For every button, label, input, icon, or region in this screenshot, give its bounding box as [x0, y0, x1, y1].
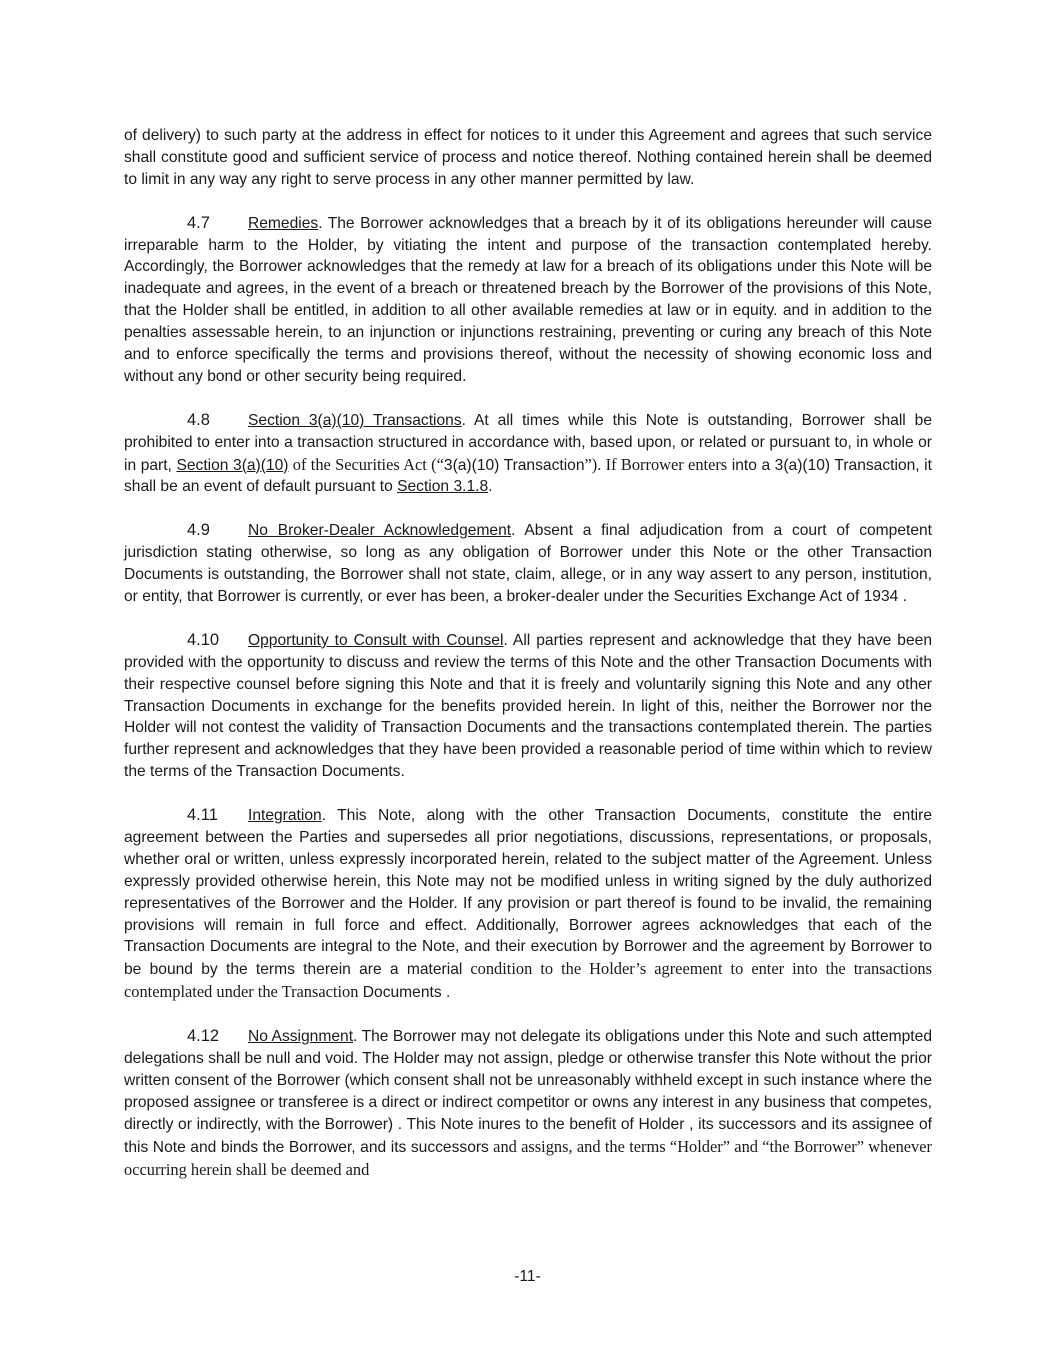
section-body-serif: of the Securities Act (“: [288, 454, 444, 474]
section-number: 4.10: [187, 630, 220, 649]
section-heading-consult-counsel: Opportunity to Consult with Counsel: [248, 631, 504, 649]
section-body: Documents .: [358, 984, 451, 1002]
paragraph-intro-text: of delivery) to such party at the address in effect for notices to it under this Agreement and agrees that such service shall constitute good and sufficient service of process and notice thereof. Nothing contained herein shall be deemed to limit in any way any right to serve process in any other manner permitted by law.: [124, 127, 932, 188]
section-body-serif: and assigns, and the terms “Holder” and “the Borrower” whenever occurring herein shall be deemed and: [124, 1136, 932, 1179]
paragraph-intro: [124, 125, 932, 191]
section-4-7: [124, 213, 932, 388]
section-4-12: [124, 1026, 932, 1181]
section-4-9: [124, 520, 932, 608]
section-4-11: [124, 805, 932, 1004]
section-4-10: [124, 630, 932, 783]
section-body: . The Borrower may not delegate its obligations under this Note and such attempted delegations shall be null and void. The Holder may not assign, pledge or otherwise transfer this Note without the prior written consent of the Borrower (which consent shall not be unreasonably withheld except in such instance where the proposed assignee or transferee is a direct or indirect competitor or owns any interest in any business that competes, directly or indirectly, with the Borrower) . This Note inures to the benefit of Holder , its successors and its assignee of this Note and binds the Borrower, and its successors: [124, 1028, 932, 1156]
section-number: 4.11: [187, 806, 218, 825]
section-heading-3a10-transactions: Section 3(a)(10) Transactions: [248, 411, 462, 429]
section-body: . Absent a final adjudication from a court of competent jurisdiction stating otherwise, so long as any obligation of Borrower under this Note or the other Transaction Documents is outstanding, the Borrower shall not state, claim, allege, or in any way assert to any person, institution, or entity, that Borrower is currently, or ever has been, a broker-dealer under the Securities Exchange Act of 1934 .: [124, 522, 933, 605]
defined-term: 3(a)(10) Transaction: [443, 456, 585, 474]
section-body: .: [488, 478, 493, 496]
section-heading-no-broker-dealer: No Broker-Dealer Acknowledgement: [248, 522, 512, 540]
section-number: 4.9: [187, 521, 210, 540]
section-heading-integration: Integration: [248, 807, 322, 825]
section-reference-link[interactable]: Section 3.1.8: [397, 478, 489, 496]
section-heading-remedies: Remedies: [248, 214, 319, 232]
document-page: [124, 125, 932, 1203]
page-number: -11-: [514, 1268, 541, 1285]
section-4-8: [124, 410, 932, 499]
section-body: into a 3(a)(10) Transaction, it shall be an event of default pursuant to: [124, 456, 932, 496]
section-body: . All parties represent and acknowledge that they have been provided with the opportunity to discuss and review the terms of this Note and the other Transaction Documents with their respective counsel before signing this Note and that it is freely and voluntarily signing this Note and any other Transaction Documents in exchange for the benefits provided herein. In light of this, neither the Borrower nor the Holder will not contest the validity of Transaction Documents and the transactions contemplated therein. The parties further represent and acknowledges that they have been provided a reasonable period of time within which to review the terms of the Transaction Documents.: [124, 631, 932, 781]
section-body-serif: ”). If Borrower enters: [584, 454, 728, 474]
section-reference-link[interactable]: Section 3(a)(10): [176, 456, 289, 474]
section-body: . The Borrower acknowledges that a breach by it of its obligations hereunder will cause irreparable harm to the Holder, by vitiating the intent and purpose of the transaction contemplated hereby. Accordingly, the Borrower acknowledges that the remedy at law for a breach of its obligations under this Note will be inadequate and agrees, in the event of a breach or threatened breach by the Borrower of the provisions of this Note, that the Holder shall be entitled, in addition to all other available remedies at law or in equity. and in addition to the penalties assessable herein, to an injunction or injunctions restraining, preventing or curing any breach of this Note and to enforce specifically the terms and provisions thereof, without the necessity of showing economic loss and without any bond or other security being required.: [124, 214, 932, 385]
section-body-serif: condition to the Holder’s agreement to enter into the transactions contemplated under the Transaction: [124, 959, 932, 1002]
section-number: 4.7: [187, 213, 210, 232]
section-body: . This Note, along with the other Transaction Documents, constitute the entire agreement between the Parties and supersedes all prior negotiations, discussions, representations, or proposals, whether oral or written, unless expressly incorporated herein, related to the subject matter of the Agreement. Unless expressly provided otherwise herein, this Note may not be modified unless in writing signed by the duly authorized representatives of the Borrower and the Holder. If any provision or part thereof is found to be invalid, the remaining provisions will remain in full force and effect. Additionally, Borrower agrees acknowledges that each of the Transaction Documents are integral to the Note, and their execution by Borrower and the agreement by Borrower to be bound by the terms therein are a material: [124, 807, 932, 979]
section-number: 4.12: [187, 1027, 220, 1046]
section-heading-no-assignment: No Assignment: [248, 1028, 354, 1046]
section-number: 4.8: [187, 410, 210, 429]
section-body: . At all times while this Note is outstanding, Borrower shall be prohibited to enter into a transaction structured in accordance with, based upon, or related or pursuant to, in whole or in part,: [124, 411, 932, 474]
